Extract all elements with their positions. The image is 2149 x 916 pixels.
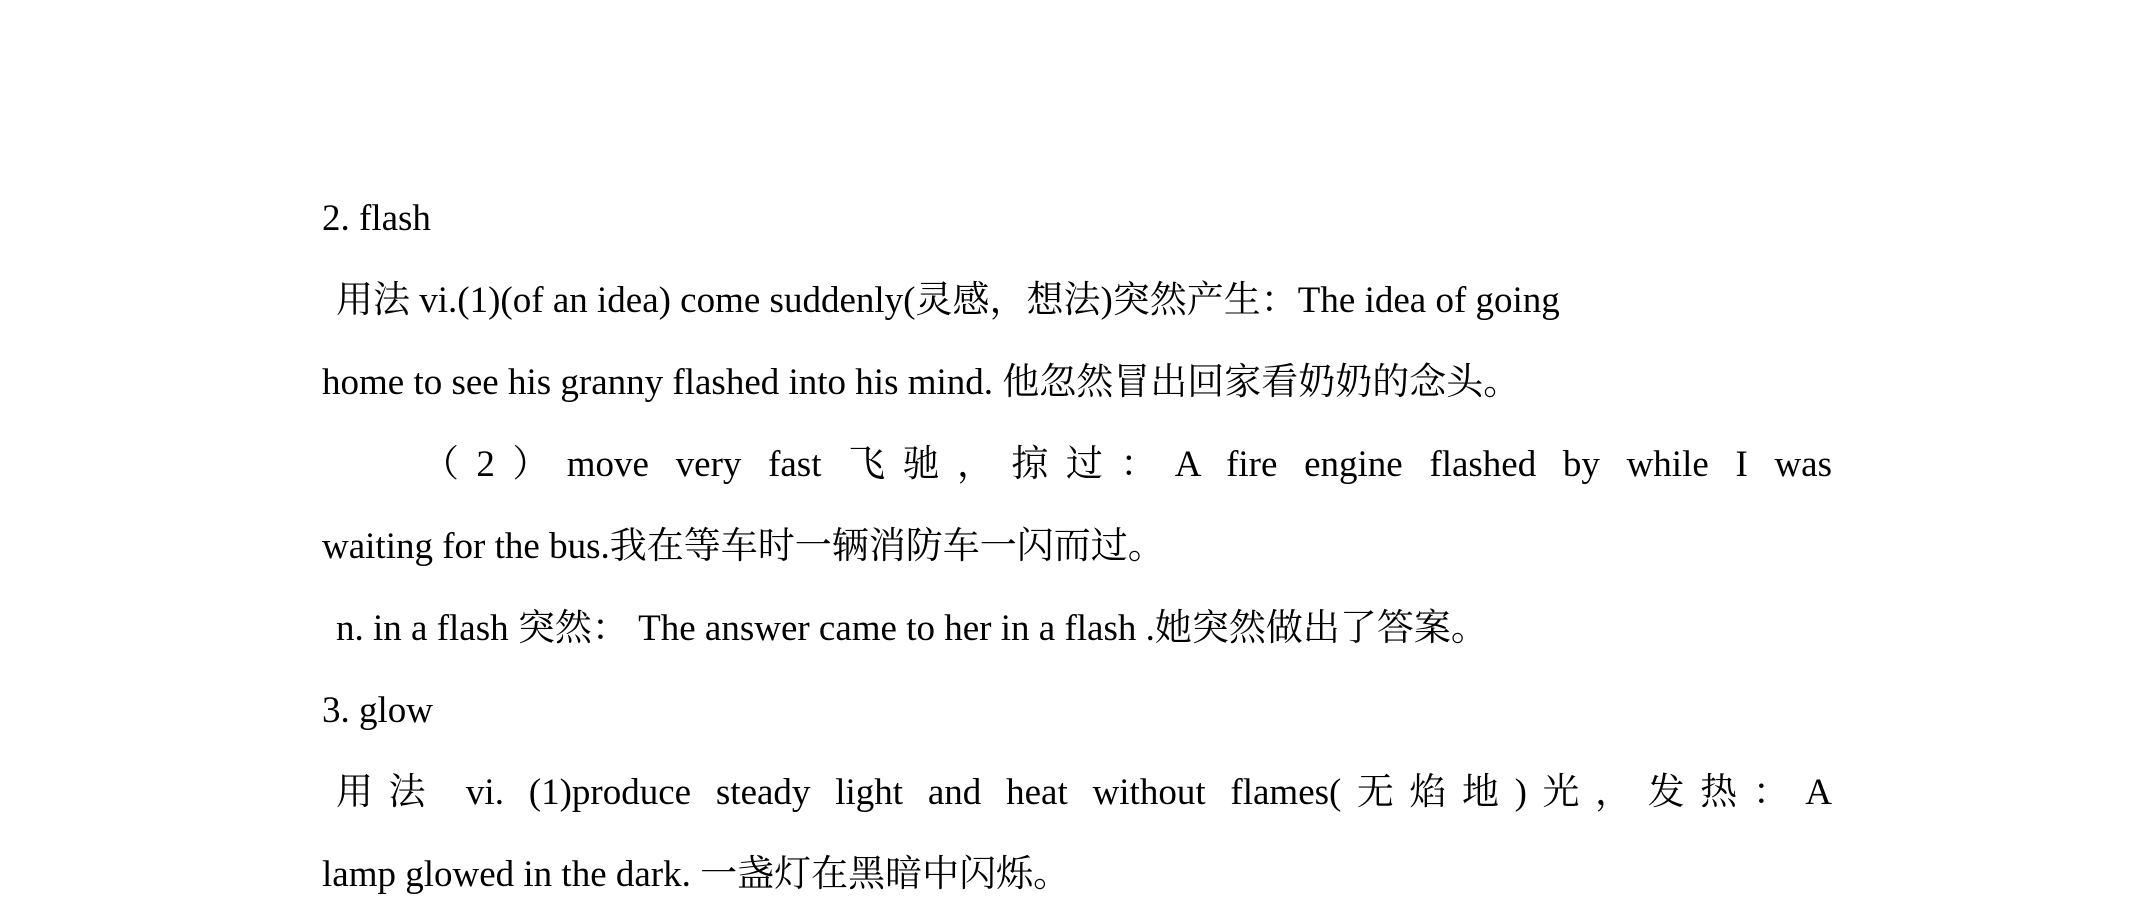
- document-body: [322, 178, 1832, 916]
- entry-flash-line-1: 用法 vi.(1)(of an idea) come suddenly(灵感，想法)突然产生：The idea of going: [336, 280, 1560, 321]
- entry-glow-line-1: 用法 vi. (1)produce steady light and heat without flames(无焰地)光，发热：A: [336, 772, 1832, 813]
- entry-heading-glow: 3. glow: [322, 690, 433, 731]
- entry-flash-line-2: home to see his granny flashed into his mind. 他忽然冒出回家看奶奶的念头。: [322, 362, 1521, 403]
- entry-flash-line-5: n. in a flash 突然： The answer came to her in a flash .她突然做出了答案。: [336, 608, 1488, 649]
- entry-flash-line-4: waiting for the bus.我在等车时一辆消防车一闪而过。: [322, 526, 1165, 567]
- entry-glow-line-2: lamp glowed in the dark. 一盏灯在黑暗中闪烁。: [322, 854, 1071, 895]
- entry-heading-flash: 2. flash: [322, 198, 431, 239]
- entry-flash-line-3: （2）move very fast 飞驰，掠过：A fire engine flashed by while I was: [422, 444, 1832, 485]
